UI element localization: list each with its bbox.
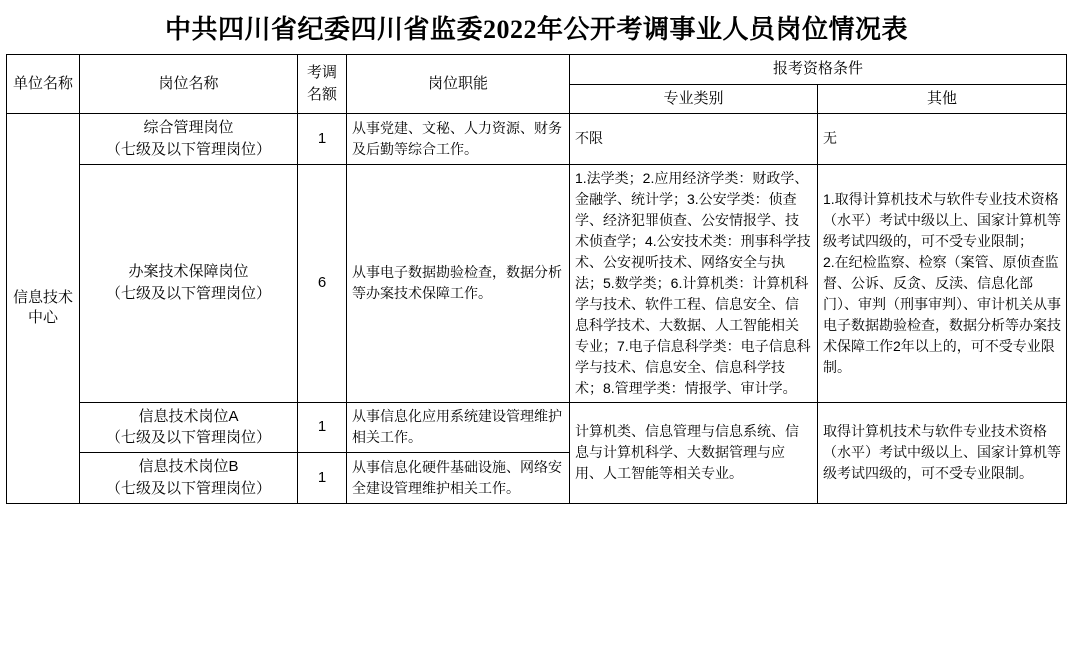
cell-other [817,164,1066,402]
cell-duties: 从事信息化应用系统建设管理维护相关工作。 [346,402,569,453]
cell-post-name [79,402,297,453]
header-post-name: 岗位名称 [79,55,297,114]
job-positions-table [6,54,1067,504]
cell-other: 无 [817,114,1066,165]
cell-duties: 从事党建、文秘、人力资源、财务及后勤等综合工作。 [346,114,569,165]
header-unit-name: 单位名称 [6,55,79,114]
table-row [6,164,1066,402]
header-quota-line2: 名额 [306,86,337,103]
cell-post-name [79,114,297,165]
cell-duties: 从事电子数据勘验检查，数据分析等办案技术保障工作。 [346,164,569,402]
cell-quota: 1 [297,402,346,453]
cell-major-category: 1.法学类；2.应用经济学类：财政学、金融学、统计学；3.公安学类：侦查学、经济犯罪侦查、公安情报学、技术侦查学；4.公安技术类：刑事科学技术、公安视听技术、网络安全与执法；5.数学类；6.计算机类：计算机科学与技术、软件工程、信息安全、信息科学技术、大数据、人工智能相关专业；7.电子信息科学类：电子信息科学与技术、信息安全、信息科学技术；8.管理学类：情报学、审计学。 [569,164,817,402]
header-other: 其他 [817,84,1066,114]
cell-unit-name [6,114,79,504]
post-name-line1: 办案技术保障岗位 [128,263,249,281]
post-name-line2: （七级及以下管理岗位） [105,479,271,497]
other-paragraph-1: 1.取得计算机技术与软件专业技术资格（水平）考试中级以上、国家计算机等级考试四级的，可不受专业限制； [822,190,1061,249]
table-row [6,114,1066,165]
cell-quota: 1 [297,453,346,504]
cell-quota: 1 [297,114,346,165]
cell-duties: 从事信息化硬件基础设施、网络安全建设管理维护相关工作。 [346,453,569,504]
post-name-line1: 综合管理岗位 [143,119,234,136]
cell-post-name [79,164,297,402]
cell-post-name [79,453,297,504]
cell-major-category: 计算机类、信息管理与信息系统、信息与计算机科学、大数据管理与应用、人工智能等相关专业。 [569,402,817,503]
page-title: 中共四川省纪委四川省监委2022年公开考调事业人员岗位情况表 [164,15,908,44]
cell-major-category: 不限 [569,114,817,165]
post-name-line2: （七级及以下管理岗位） [105,429,271,447]
header-major-category: 专业类别 [569,84,817,114]
unit-name-line2: 中心 [27,309,58,327]
post-name-line2: （七级及以下管理岗位） [105,140,271,158]
cell-quota: 6 [297,164,346,402]
header-duties: 岗位职能 [346,55,569,114]
post-name-line2: （七级及以下管理岗位） [105,285,271,302]
other-paragraph-2: 2.在纪检监察、检察（案管、原侦查监督、公诉、反贪、反渎、信息化部门）、审判（刑事审判）、审计机关从事电子数据勘验检查，数据分析等办案技术保障工作2年以上的，可不受专业限制。 [822,253,1061,375]
post-name-line1: 信息技术岗位B [138,458,239,475]
cell-other: 取得计算机技术与软件专业技术资格（水平）考试中级以上、国家计算机等级考试四级的，可不受专业限制。 [817,402,1066,503]
unit-name-line1: 信息技术 [12,289,73,306]
table-header-row-1 [6,55,1066,85]
header-qualification: 报考资格条件 [569,55,1066,85]
table-row [6,402,1066,453]
post-name-line1: 信息技术岗位A [138,407,239,425]
header-quota-line1: 考调 [306,63,337,81]
header-quota [297,55,346,114]
